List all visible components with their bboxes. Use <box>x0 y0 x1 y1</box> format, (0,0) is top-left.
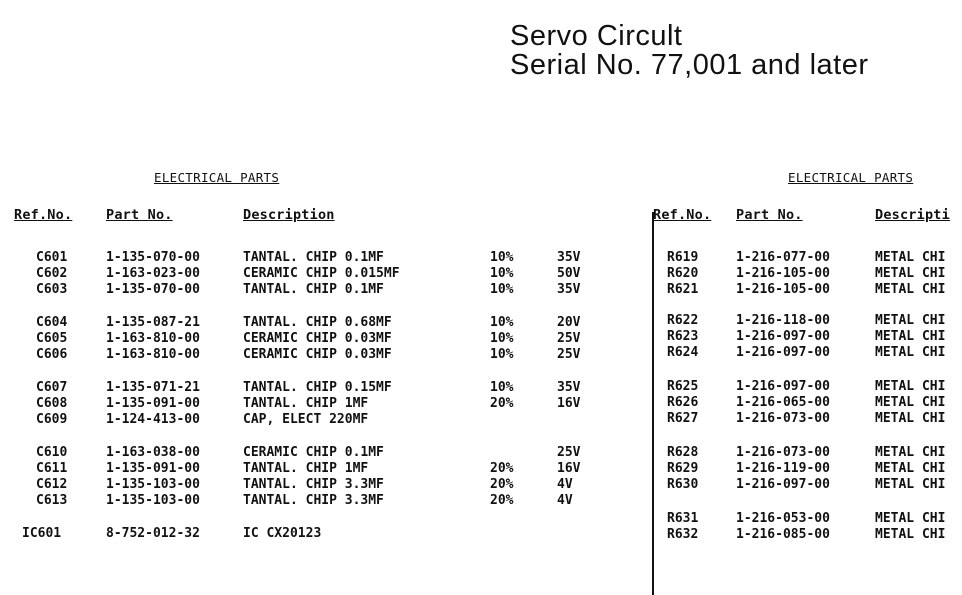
right-cell-ref: R625 <box>667 379 699 394</box>
left-cell-tol: 20% <box>490 477 514 492</box>
right-cell-part: 1-216-077-00 <box>736 250 830 265</box>
left-cell-volt: 35V <box>557 282 581 297</box>
right-table-row <box>620 313 962 329</box>
right-cell-desc: METAL CHI <box>875 250 946 265</box>
right-cell-ref: R620 <box>667 266 699 281</box>
left-cell-desc: TANTAL. CHIP 1MF <box>243 396 369 411</box>
left-cell-volt: 35V <box>557 250 581 265</box>
left-cell-part: 1-135-103-00 <box>106 493 200 508</box>
left-cell-part: 1-135-103-00 <box>106 477 200 492</box>
left-cell-part: 1-163-810-00 <box>106 331 200 346</box>
right-cell-part: 1-216-119-00 <box>736 461 830 476</box>
right-cell-desc: METAL CHI <box>875 313 946 328</box>
left-cell-desc: IC CX20123 <box>243 526 322 541</box>
left-cell-tol: 20% <box>490 461 514 476</box>
right-cell-part: 1-216-073-00 <box>736 445 830 460</box>
right-cell-ref: R622 <box>667 313 699 328</box>
right-cell-ref: R619 <box>667 250 699 265</box>
right-cell-ref: R626 <box>667 395 699 410</box>
right-cell-part: 1-216-118-00 <box>736 313 830 328</box>
right-table-row <box>620 411 962 427</box>
left-cell-volt: 35V <box>557 380 581 395</box>
left-table-row <box>0 493 620 509</box>
left-cell-tol: 10% <box>490 266 514 281</box>
left-cell-volt: 16V <box>557 461 581 476</box>
left-cell-part: 1-135-087-21 <box>106 315 200 330</box>
right-table-row <box>620 445 962 461</box>
left-cell-volt: 25V <box>557 347 581 362</box>
left-cell-part: 1-135-091-00 <box>106 461 200 476</box>
left-table-row <box>0 396 620 412</box>
left-cell-volt: 4V <box>557 493 573 508</box>
right-col-header-part: Part No. <box>736 207 803 223</box>
left-cell-volt: 25V <box>557 331 581 346</box>
left-cell-ref: C602 <box>36 266 68 281</box>
left-cell-desc: TANTAL. CHIP 0.15MF <box>243 380 392 395</box>
right-cell-desc: METAL CHI <box>875 477 946 492</box>
left-cell-desc: TANTAL. CHIP 1MF <box>243 461 369 476</box>
left-cell-part: 1-163-023-00 <box>106 266 200 281</box>
left-table-row <box>0 331 620 347</box>
right-table-row <box>620 477 962 493</box>
title-line-1: Servo Circult <box>510 20 683 52</box>
right-table-row <box>620 282 962 298</box>
left-cell-desc: TANTAL. CHIP 3.3MF <box>243 493 384 508</box>
left-table-row <box>0 250 620 266</box>
left-cell-desc: TANTAL. CHIP 0.1MF <box>243 282 384 297</box>
right-table-row <box>620 250 962 266</box>
right-cell-ref: R621 <box>667 282 699 297</box>
left-cell-ref: C610 <box>36 445 68 460</box>
right-col-header-desc: Descripti <box>875 207 950 223</box>
right-cell-part: 1-216-053-00 <box>736 511 830 526</box>
left-cell-tol: 10% <box>490 380 514 395</box>
right-table-row <box>620 329 962 345</box>
left-cell-volt: 50V <box>557 266 581 281</box>
left-cell-ref: C612 <box>36 477 68 492</box>
right-table-row <box>620 379 962 395</box>
right-cell-part: 1-216-097-00 <box>736 379 830 394</box>
right-table-row <box>620 511 962 527</box>
left-cell-desc: TANTAL. CHIP 0.68MF <box>243 315 392 330</box>
left-cell-tol: 20% <box>490 493 514 508</box>
left-cell-desc: CERAMIC CHIP 0.1MF <box>243 445 384 460</box>
title-line-2: Serial No. 77,001 and later <box>510 49 869 81</box>
right-parts-table <box>620 0 962 595</box>
left-table-row <box>0 461 620 477</box>
right-cell-ref: R623 <box>667 329 699 344</box>
left-col-header-part: Part No. <box>106 207 173 223</box>
left-cell-tol: 10% <box>490 347 514 362</box>
left-table-row <box>0 380 620 396</box>
left-col-header-ref: Ref.No. <box>14 207 73 223</box>
right-cell-desc: METAL CHI <box>875 445 946 460</box>
left-cell-ref: C603 <box>36 282 68 297</box>
left-table-row <box>0 315 620 331</box>
left-cell-ref: C604 <box>36 315 68 330</box>
left-cell-tol: 10% <box>490 331 514 346</box>
right-cell-part: 1-216-065-00 <box>736 395 830 410</box>
right-cell-ref: R632 <box>667 527 699 542</box>
left-table-row <box>0 477 620 493</box>
left-table-row <box>0 526 620 542</box>
right-cell-desc: METAL CHI <box>875 411 946 426</box>
right-cell-ref: R631 <box>667 511 699 526</box>
right-cell-ref: R629 <box>667 461 699 476</box>
right-col-header-ref: Ref.No. <box>653 207 712 223</box>
left-cell-volt: 4V <box>557 477 573 492</box>
left-cell-part: 1-135-070-00 <box>106 250 200 265</box>
right-cell-part: 1-216-097-00 <box>736 345 830 360</box>
right-cell-desc: METAL CHI <box>875 461 946 476</box>
left-cell-part: 1-124-413-00 <box>106 412 200 427</box>
right-cell-part: 1-216-105-00 <box>736 266 830 281</box>
left-cell-ref: C609 <box>36 412 68 427</box>
right-cell-desc: METAL CHI <box>875 527 946 542</box>
left-cell-tol: 10% <box>490 282 514 297</box>
left-table-row <box>0 282 620 298</box>
left-cell-volt: 20V <box>557 315 581 330</box>
right-cell-desc: METAL CHI <box>875 329 946 344</box>
right-cell-desc: METAL CHI <box>875 266 946 281</box>
right-table-row <box>620 461 962 477</box>
left-cell-ref: C611 <box>36 461 68 476</box>
left-table-row <box>0 266 620 282</box>
left-cell-desc: CERAMIC CHIP 0.03MF <box>243 347 392 362</box>
left-cell-desc: TANTAL. CHIP 3.3MF <box>243 477 384 492</box>
right-cell-desc: METAL CHI <box>875 395 946 410</box>
right-cell-ref: R627 <box>667 411 699 426</box>
left-cell-part: 1-135-070-00 <box>106 282 200 297</box>
left-cell-tol: 10% <box>490 315 514 330</box>
left-cell-desc: CERAMIC CHIP 0.015MF <box>243 266 400 281</box>
left-cell-volt: 25V <box>557 445 581 460</box>
right-cell-ref: R624 <box>667 345 699 360</box>
left-table-row <box>0 347 620 363</box>
left-cell-ref: IC601 <box>22 526 62 541</box>
right-cell-part: 1-216-097-00 <box>736 477 830 492</box>
left-cell-desc: TANTAL. CHIP 0.1MF <box>243 250 384 265</box>
right-cell-desc: METAL CHI <box>875 379 946 394</box>
right-table-row <box>620 527 962 543</box>
right-table-row <box>620 395 962 411</box>
left-cell-ref: C608 <box>36 396 68 411</box>
right-cell-part: 1-216-105-00 <box>736 282 830 297</box>
right-cell-part: 1-216-097-00 <box>736 329 830 344</box>
left-cell-ref: C601 <box>36 250 68 265</box>
left-cell-tol: 20% <box>490 396 514 411</box>
left-cell-part: 1-135-091-00 <box>106 396 200 411</box>
left-cell-part: 1-163-810-00 <box>106 347 200 362</box>
right-cell-ref: R628 <box>667 445 699 460</box>
left-cell-desc: CERAMIC CHIP 0.03MF <box>243 331 392 346</box>
left-cell-part: 1-163-038-00 <box>106 445 200 460</box>
right-cell-part: 1-216-085-00 <box>736 527 830 542</box>
right-cell-desc: METAL CHI <box>875 282 946 297</box>
left-table-row <box>0 412 620 428</box>
left-cell-ref: C606 <box>36 347 68 362</box>
left-cell-ref: C605 <box>36 331 68 346</box>
left-col-header-desc: Description <box>243 207 335 223</box>
right-cell-desc: METAL CHI <box>875 511 946 526</box>
left-cell-part: 8-752-012-32 <box>106 526 200 541</box>
left-cell-ref: C613 <box>36 493 68 508</box>
right-table-row <box>620 345 962 361</box>
right-cell-desc: METAL CHI <box>875 345 946 360</box>
left-cell-part: 1-135-071-21 <box>106 380 200 395</box>
right-section-heading: ELECTRICAL PARTS <box>788 170 914 185</box>
left-table-row <box>0 445 620 461</box>
left-section-heading: ELECTRICAL PARTS <box>154 170 280 185</box>
left-cell-volt: 16V <box>557 396 581 411</box>
left-cell-tol: 10% <box>490 250 514 265</box>
left-cell-desc: CAP, ELECT 220MF <box>243 412 369 427</box>
right-cell-ref: R630 <box>667 477 699 492</box>
right-cell-part: 1-216-073-00 <box>736 411 830 426</box>
right-table-row <box>620 266 962 282</box>
left-cell-ref: C607 <box>36 380 68 395</box>
